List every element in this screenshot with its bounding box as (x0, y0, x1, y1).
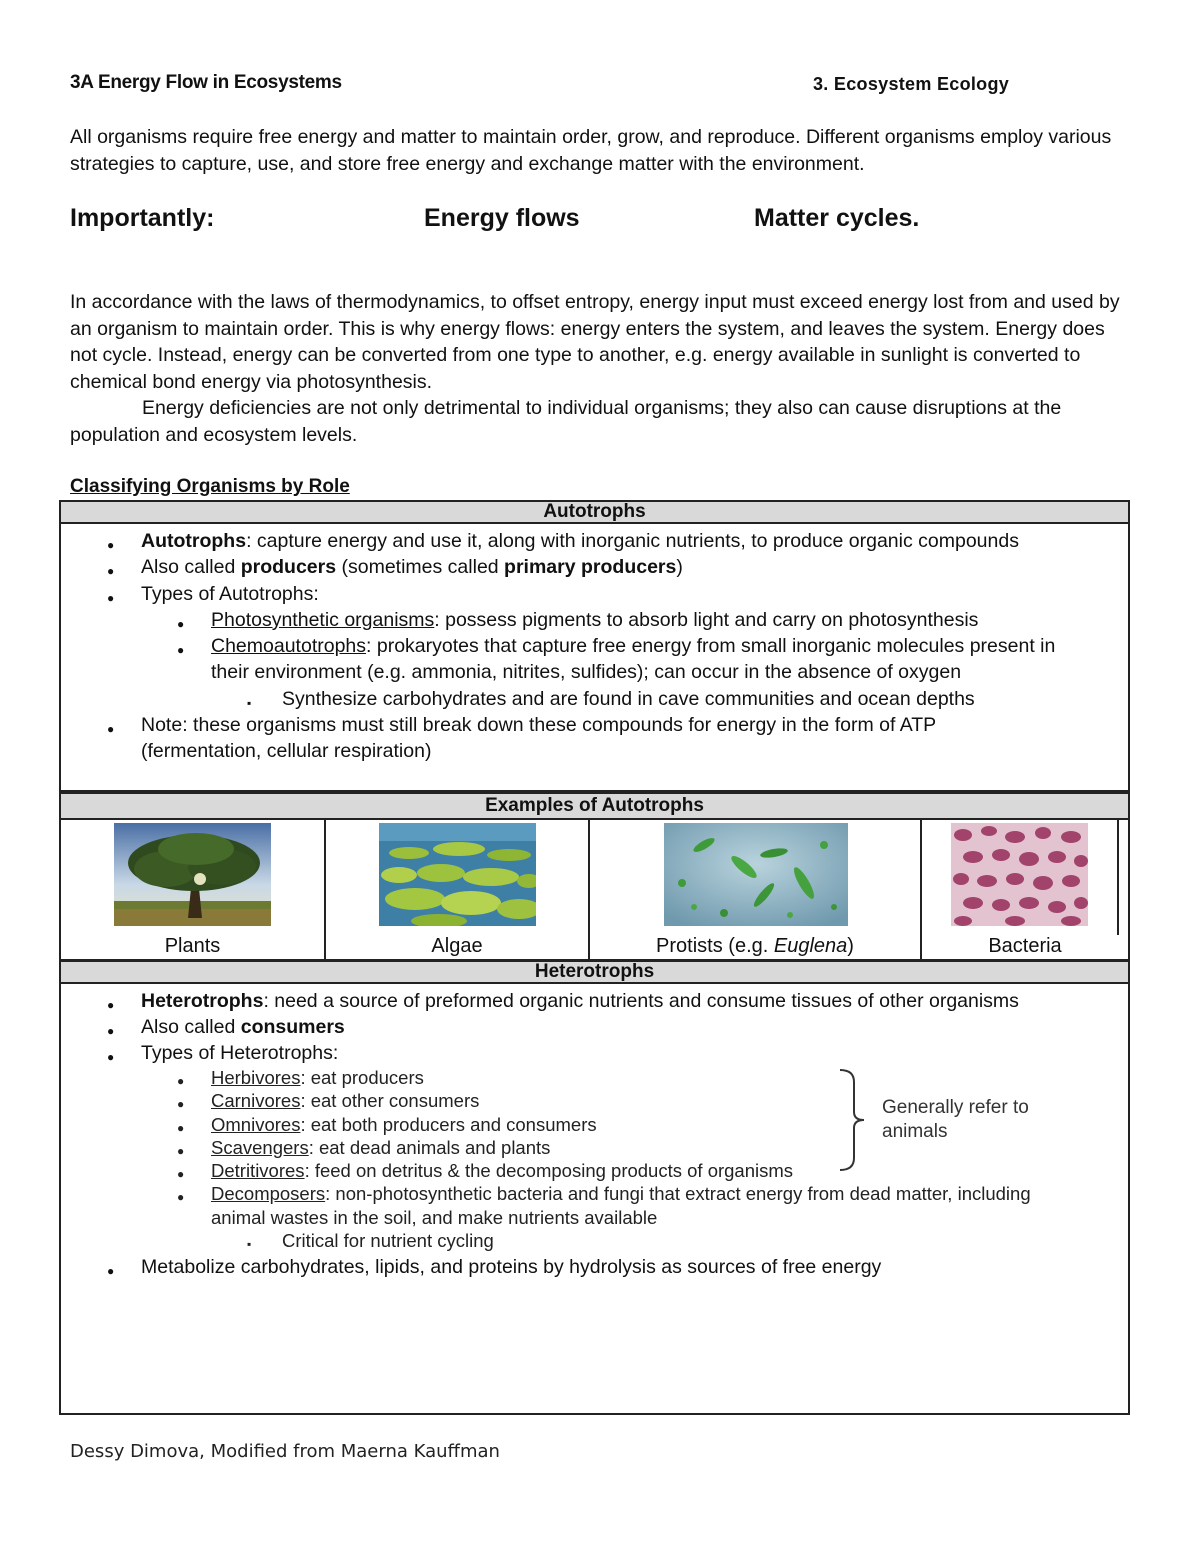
list-item: ● Types of Autotrophs: (59, 581, 1130, 607)
euglena-image (664, 823, 848, 926)
list-item (59, 633, 1130, 686)
algae-caption: Algae (431, 935, 483, 957)
bacteria-cell (922, 819, 1128, 960)
herbivores-term: Herbivores (211, 1067, 301, 1088)
text: : eat both producers and consumers (300, 1113, 597, 1135)
heterotrophs-list (59, 988, 1130, 1066)
algae-cell (326, 819, 588, 960)
list-item (59, 607, 1130, 633)
list-item (59, 1159, 1130, 1182)
producers-term: producers (240, 556, 337, 579)
bacteria-caption: Bacteria (988, 935, 1062, 957)
text: : possess pigments to absorb light and carry on photosynthesis (434, 608, 979, 631)
autotrophs-list (59, 528, 1130, 765)
text: ) (847, 935, 854, 957)
unit-title: 3. Ecosystem Ecology (813, 74, 1010, 94)
footer-credit: Dessy Dimova, Modified from Maerna Kauffman (70, 1441, 500, 1462)
decomposers-term: Decomposers (211, 1183, 326, 1205)
bacteria-image (951, 823, 1088, 926)
list-item (59, 1182, 1130, 1229)
list-item (59, 554, 1130, 580)
plants-caption: Plants (164, 935, 221, 957)
examples-heading: Examples of Autotrophs (59, 792, 1130, 820)
consumers-term: consumers (240, 1016, 345, 1038)
protists-caption (590, 935, 920, 958)
deficiency-paragraph: Energy deficiencies are not only detrimental to individual organisms; they also can cause disruptions at the population and ecosystem levels. (70, 397, 1062, 446)
list-item: ● Types of Heterotrophs: (59, 1040, 1130, 1066)
chemoautotrophs-term: Chemoautotrophs (211, 635, 367, 658)
text: Protists (e.g. (656, 935, 774, 957)
text: : feed on detritus & the decomposing products of organisms (304, 1160, 794, 1182)
thermodynamics-paragraph: In accordance with the laws of thermodynamics, to offset entropy, energy input must exceed energy lost from and used by an organism to maintain order. This is why energy flows: energy enters the system, and leaves the system. Energy does not cycle. Instead, energy can be converted from one type to another, e.g. energy available in sunlight is converted to chemical bond energy via photosynthesis. (70, 291, 1120, 393)
list-item (59, 988, 1130, 1014)
thermodynamics-text (70, 289, 1135, 448)
text: : prokaryotes that capture free energy from small inorganic molecules present in their environment (e.g. ammonia, nitrites, sulfides); can occur in the absence of oxygen (211, 635, 1056, 684)
photosynthetic-term: Photosynthetic organisms (211, 608, 435, 631)
list-item (59, 1066, 1130, 1089)
list-item: ● Note: these organisms must still break down these compounds for energy in the form of ATP (fermentation, cellular respiration) (59, 712, 1130, 765)
list-item: ● Metabolize carbohydrates, lipids, and proteins by hydrolysis as sources of free energy (59, 1254, 1130, 1280)
section-heading: Classifying Organisms by Role (70, 476, 350, 497)
list-item (59, 1014, 1130, 1040)
text: (sometimes called (336, 556, 505, 579)
primary-producers-term: primary producers (504, 556, 677, 579)
protists-cell (590, 819, 920, 960)
detritivores-term: Detritivores (211, 1160, 305, 1182)
brace-label: Generally refer to animals (882, 1097, 1029, 1142)
algae-image (379, 823, 536, 926)
text: : eat other consumers (300, 1090, 480, 1112)
carnivores-term: Carnivores (211, 1090, 301, 1112)
importantly-label: Importantly: (70, 204, 215, 232)
text: : non-photosynthetic bacteria and fungi that extract energy from dead matter, including animal wastes in the soil, and make nutrients available (211, 1183, 1031, 1228)
energy-flows-label: Energy flows (424, 204, 580, 232)
text: : eat dead animals and plants (308, 1136, 551, 1158)
heterotroph-types-list (59, 1066, 1130, 1252)
heterotrophs-definition: : need a source of preformed organic nutrients and consume tissues of other organisms (263, 990, 1019, 1012)
document-title: 3A Energy Flow in Ecosystems (70, 72, 342, 93)
heterotrophs-term: Heterotrophs (141, 990, 264, 1012)
autotrophs-term: Autotrophs (141, 530, 247, 552)
heterotrophs-heading: Heterotrophs (59, 960, 1130, 984)
text: Also called (141, 556, 241, 579)
euglena-italic: Euglena (773, 935, 848, 957)
list-item (59, 528, 1130, 554)
text: : eat producers (300, 1067, 424, 1088)
omnivores-term: Omnivores (211, 1113, 301, 1135)
plants-cell (61, 819, 324, 960)
metabolize-list (59, 1254, 1130, 1280)
list-item: ▪ Synthesize carbohydrates and are found in cave communities and ocean depths (59, 686, 1130, 712)
intro-paragraph: All organisms require free energy and matter to maintain order, grow, and reproduce. Different organisms employ various strategies to capture, use, and store free energy and exchange matter with the environment. (70, 126, 1112, 175)
tree-image (114, 823, 271, 926)
matter-cycles-label: Matter cycles. (754, 204, 920, 232)
brace-icon (838, 1068, 868, 1172)
autotrophs-heading: Autotrophs (59, 500, 1130, 524)
list-item: ▪ Critical for nutrient cycling (59, 1229, 1130, 1252)
text: ) (676, 556, 683, 579)
autotrophs-definition: : capture energy and use it, along with inorganic nutrients, to produce organic compounds (246, 530, 1019, 552)
text: Also called (141, 1016, 241, 1038)
scavengers-term: Scavengers (211, 1136, 309, 1158)
